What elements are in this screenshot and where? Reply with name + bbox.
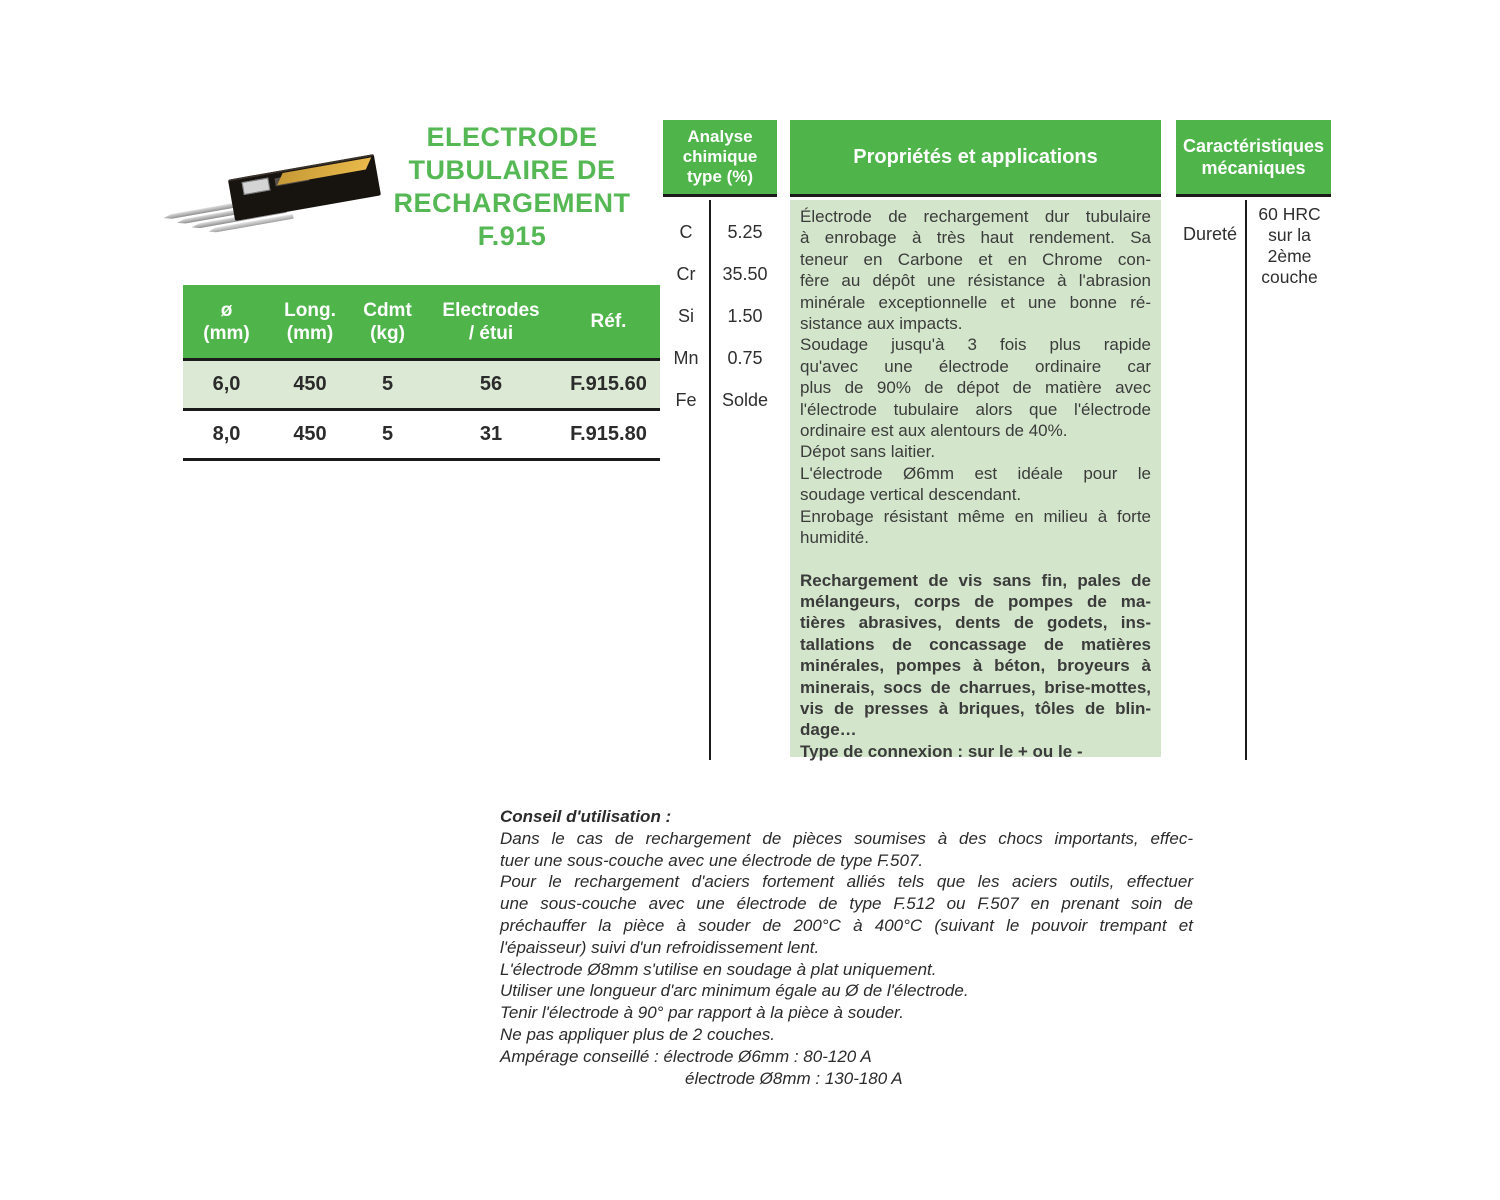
packaging-header-line: Long. <box>284 299 336 321</box>
packaging-header-line: (kg) <box>370 322 405 344</box>
product-photo <box>163 145 398 263</box>
packaging-header-cell <box>425 299 557 345</box>
electrode-case <box>228 154 381 221</box>
packaging-header-cell <box>350 299 425 345</box>
table-cell: 31 <box>479 423 503 445</box>
mech-header-line: Caractéristiques <box>1182 136 1325 156</box>
properties-text-line: qu'avec une électrode ordinaire car <box>800 356 1151 376</box>
advice-text-line: Tenir l'électrode à 90° par rapport à la pièce à souder. <box>500 1003 904 1023</box>
properties-text-line: Rechargement de vis sans fin, pales de <box>800 570 1151 590</box>
table-cell: F.915.80 <box>570 423 647 445</box>
table-cell: 6,0 <box>212 373 241 395</box>
blank-line <box>800 549 1151 570</box>
advice-text-line: tuer une sous-couche avec une électrode de type F.507. <box>500 850 924 870</box>
properties-text-line: Type de connexion : sur le + ou le - <box>800 741 1083 761</box>
hardness-label: Dureté <box>1182 224 1238 244</box>
table-cell: 450 <box>293 373 327 395</box>
packaging-header-line: (mm) <box>286 322 334 344</box>
advice-text-line: Ampérage conseillé : électrode Ø6mm : 80-120 A <box>500 1046 872 1066</box>
product-title-line: TUBULAIRE DE <box>408 155 616 185</box>
usage-advice-text <box>500 828 1193 1090</box>
properties-text-line: sistance aux impacts. <box>800 314 963 334</box>
properties-text <box>800 206 1151 762</box>
table-cell: 56 <box>479 373 503 395</box>
packaging-header-cell <box>270 299 350 345</box>
hardness-value <box>1248 204 1331 288</box>
chem-element-value: 0.75 <box>727 348 763 368</box>
product-photo-tilt-group <box>152 126 404 283</box>
packaging-header-line: Réf. <box>590 311 627 332</box>
properties-text-line: Électrode de rechargement dur tubulaire <box>800 207 1151 226</box>
properties-text-line: l'électrode tubulaire alors que l'électrode <box>800 399 1151 419</box>
packaging-header-cell <box>183 299 270 345</box>
usage-advice <box>500 806 1193 1089</box>
table-cell: 450 <box>293 423 327 445</box>
chem-element-value: 1.50 <box>727 306 763 326</box>
chem-element-symbol: C <box>679 222 693 242</box>
packaging-table-header-row <box>183 285 660 361</box>
properties-text-line: Dépot sans laitier. <box>800 442 936 462</box>
properties-text-line: tallations de concassage de matières <box>800 634 1151 654</box>
product-title-line: ELECTRODE <box>426 122 598 152</box>
properties-header-label: Propriétés et applications <box>853 145 1098 168</box>
table-row <box>183 411 660 461</box>
chem-header-line: type (%) <box>686 167 754 186</box>
product-title <box>378 121 646 253</box>
properties-text-line: mélangeurs, corps de pompes de ma- <box>800 591 1151 611</box>
case-label <box>242 178 271 195</box>
advice-text-line: électrode Ø8mm : 130-180 A <box>685 1068 903 1088</box>
chemical-analysis-header <box>663 120 777 197</box>
table-row <box>183 361 660 411</box>
chemical-analysis-divider-line <box>709 200 711 760</box>
packaging-header-line: Electrodes <box>442 299 540 321</box>
product-title-line: RECHARGEMENT <box>393 188 631 218</box>
chem-element-value: Solde <box>721 390 769 410</box>
properties-text-line: L'électrode Ø6mm est idéale pour le <box>800 463 1151 483</box>
table-cell: 5 <box>381 423 394 445</box>
hardness-value-line: 60 HRC <box>1258 204 1321 224</box>
properties-text-line: ordinaire est aux alentours de 40%. <box>800 421 1068 441</box>
properties-text-line: tières abrasives, dents de godets, ins- <box>800 613 1151 633</box>
properties-text-line: Soudage jusqu'à 3 fois plus rapide <box>800 335 1151 355</box>
usage-advice-heading: Conseil d'utilisation : <box>500 807 672 826</box>
mech-header-line: mécaniques <box>1201 158 1306 178</box>
packaging-header-cell <box>557 310 660 333</box>
chem-element-symbol: Fe <box>675 390 697 410</box>
packaging-header-line: Cdmt <box>363 299 412 321</box>
mechanical-divider-line <box>1245 200 1247 760</box>
hardness-value-line: sur la <box>1268 225 1311 245</box>
packaging-header-line: ø <box>220 299 233 321</box>
table-cell: 5 <box>381 373 394 395</box>
product-title-line: F.915 <box>477 221 547 251</box>
properties-text-line: fère au dépôt une résistance à l'abrasion <box>800 271 1151 291</box>
chem-element-value: 5.25 <box>727 222 763 242</box>
properties-text-line: plus de 90% de dépot de matière avec <box>800 378 1151 398</box>
chem-header-line: Analyse <box>687 127 753 146</box>
chem-element-value: 35.50 <box>722 264 768 284</box>
properties-text-line: minérales, pompes à béton, broyeurs à <box>800 656 1151 676</box>
advice-text-line: préchauffer la pièce à souder de 200°C à 400°C (suivant le pouvoir trempant et <box>500 915 1193 935</box>
advice-text-line: une sous-couche avec une électrode de type F.512 ou F.507 en prenant soin de <box>500 894 1193 914</box>
mechanical-characteristics-header <box>1176 120 1331 197</box>
properties-text-line: soudage vertical descendant. <box>800 485 1022 505</box>
chem-element-symbol: Mn <box>673 348 699 368</box>
properties-text-line: dage… <box>800 720 857 740</box>
advice-text-line: l'épaisseur) suivi d'un refroidissement lent. <box>500 937 820 957</box>
properties-text-line: Enrobage résistant même en milieu à forte <box>800 506 1151 526</box>
properties-text-line: à enrobage à très haut rendement. Sa <box>800 228 1151 248</box>
properties-body <box>790 200 1161 761</box>
case-yellow-stripe <box>277 157 371 185</box>
advice-text-line: Dans le cas de rechargement de pièces soumises à des chocs importants, effec- <box>500 828 1193 848</box>
chem-element-symbol: Cr <box>676 264 696 284</box>
advice-text-line: Utiliser une longueur d'arc minimum égale au Ø de l'électrode. <box>500 981 969 1001</box>
chem-header-line: chimique <box>682 147 758 166</box>
advice-text-line: L'électrode Ø8mm s'utilise en soudage à plat uniquement. <box>500 959 937 979</box>
table-cell: 8,0 <box>212 423 241 445</box>
advice-text-line: Ne pas appliquer plus de 2 couches. <box>500 1024 776 1044</box>
properties-header <box>790 120 1161 197</box>
hardness-value-line: 2ème <box>1267 246 1312 266</box>
packaging-table <box>183 285 660 461</box>
advice-text-line: Pour le rechargement d'aciers fortement alliés tels que les aciers outils, effectuer <box>500 872 1193 892</box>
properties-text-line: vis de presses à briques, tôles de blin- <box>800 698 1151 718</box>
properties-text-line: minérale exceptionnelle et une bonne ré- <box>800 292 1151 312</box>
properties-text-line: minerais, socs de charrues, brise-mottes, <box>800 677 1151 697</box>
packaging-header-line: / étui <box>468 322 514 344</box>
properties-text-line: teneur en Carbone et en Chrome con- <box>800 249 1151 269</box>
packaging-header-line: (mm) <box>203 322 250 344</box>
packaging-table-body <box>183 361 660 461</box>
table-cell: F.915.60 <box>570 373 647 395</box>
properties-text-line: humidité. <box>800 528 869 548</box>
chem-element-symbol: Si <box>677 306 694 326</box>
hardness-value-line: couche <box>1261 267 1318 287</box>
